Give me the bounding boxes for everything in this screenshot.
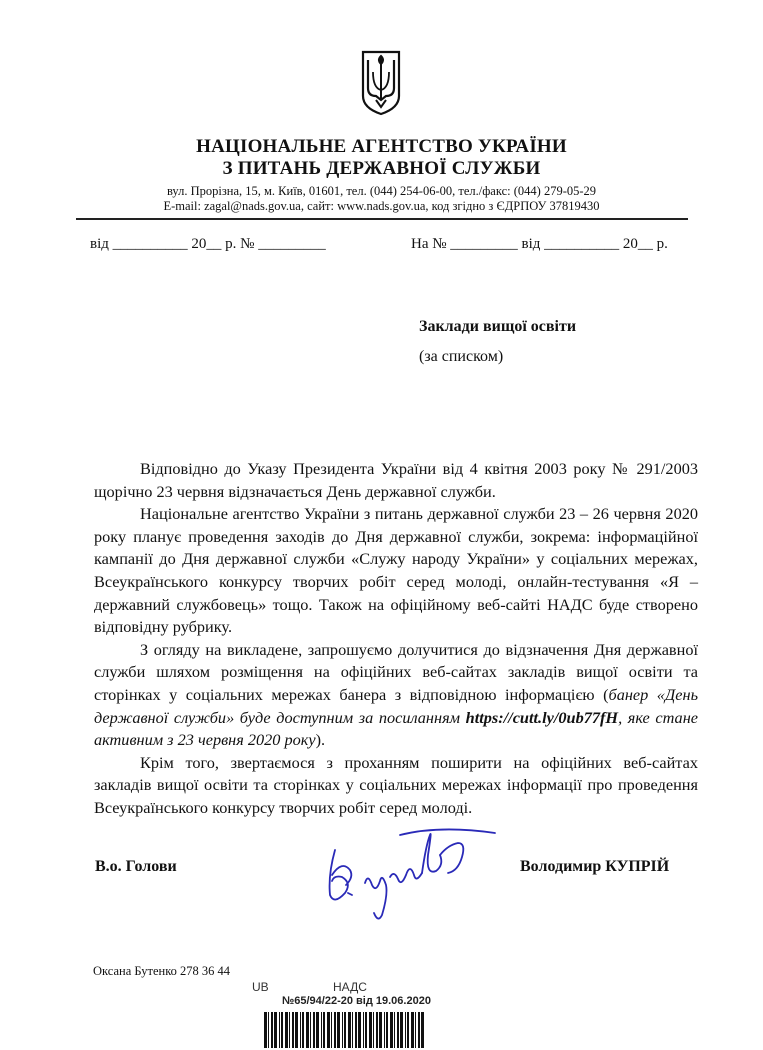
paragraph-4: Крім того, звертаємося з проханням поширити на офіційних веб-сайтах закладів вищої освіти та сторінках у соціальних мережах інформації про проведення Всеукраїнського конкурсу творчих робіт серед молоді. (94, 752, 698, 817)
org-name-line1: НАЦІОНАЛЬНЕ АГЕНТСТВО УКРАЇНИ (196, 136, 567, 157)
coat-of-arms-icon (360, 50, 402, 116)
paragraph-3 (94, 639, 698, 752)
paragraph-3-italic-1: банер «День державної служби» буде доступним за посиланням (94, 684, 698, 727)
incoming-registration: На № _________ від __________ 20__ р. (411, 236, 668, 252)
barcode-icon (264, 1012, 426, 1048)
paragraph-3-end: ). (315, 730, 326, 750)
executor-info: Оксана Бутенко 278 36 44 (93, 964, 231, 978)
addressee-title: Заклади вищої освіти (419, 318, 577, 335)
org-name-line2: З ПИТАНЬ ДЕРЖАВНОЇ СЛУЖБИ (222, 158, 541, 179)
contacts-line2: E-mail: zagal@nads.gov.ua, сайт: www.nads.gov.ua, код згідно з ЄДРПОУ 37819430 (163, 199, 600, 213)
outgoing-registration: від __________ 20__ р. № _________ (90, 236, 326, 252)
handwritten-signature (290, 815, 510, 925)
stamp-registration-number: №65/94/22-20 від 19.06.2020 (282, 995, 431, 1007)
signatory-name: Володимир КУПРІЙ (520, 858, 670, 875)
header-divider (76, 218, 688, 220)
addressee-note: (за списком) (419, 348, 504, 365)
signatory-position: В.о. Голови (95, 858, 177, 875)
contacts-line1: вул. Прорізна, 15, м. Київ, 01601, тел. (044) 254-06-00, тел./факс: (044) 279-05-29 (166, 184, 597, 198)
paragraph-3-italic-2: , яке стане активним з 23 червня 2020 року (94, 707, 698, 750)
paragraph-2: Національне агентство України з питань державної служби 23 – 26 червня 2020 року планує проведення заходів до Дня державної служби, зокрема: інформаційної кампанії до Дня державної служби «Служу народу України» у соціальних мережах, Всеукраїнського конкурсу творчих робіт серед молоді, онлайн-тестування «Я – державний службовець» тощо. Також на офіційному веб-сайті НАДС буде створено відповідну рубрику. (94, 504, 698, 637)
letter-body (94, 458, 698, 820)
stamp-agency: НАДС (333, 980, 367, 994)
paragraph-1: Відповідно до Указу Президента України від 4 квітня 2003 року № 291/2003 щорічно 23 червня відзначається День державної служби. (94, 459, 698, 501)
stamp-code: UB (252, 980, 269, 994)
paragraph-3-start: З огляду на викладене, запрошуємо долучитися до відзначення Дня державної служби шляхом розміщення на офіційних веб-сайтах закладів вищої освіти та сторінках у соціальних мережах банера з відповідною інформацією ( (94, 639, 698, 704)
banner-link[interactable]: https://cutt.ly/0ub77fH (465, 707, 619, 727)
